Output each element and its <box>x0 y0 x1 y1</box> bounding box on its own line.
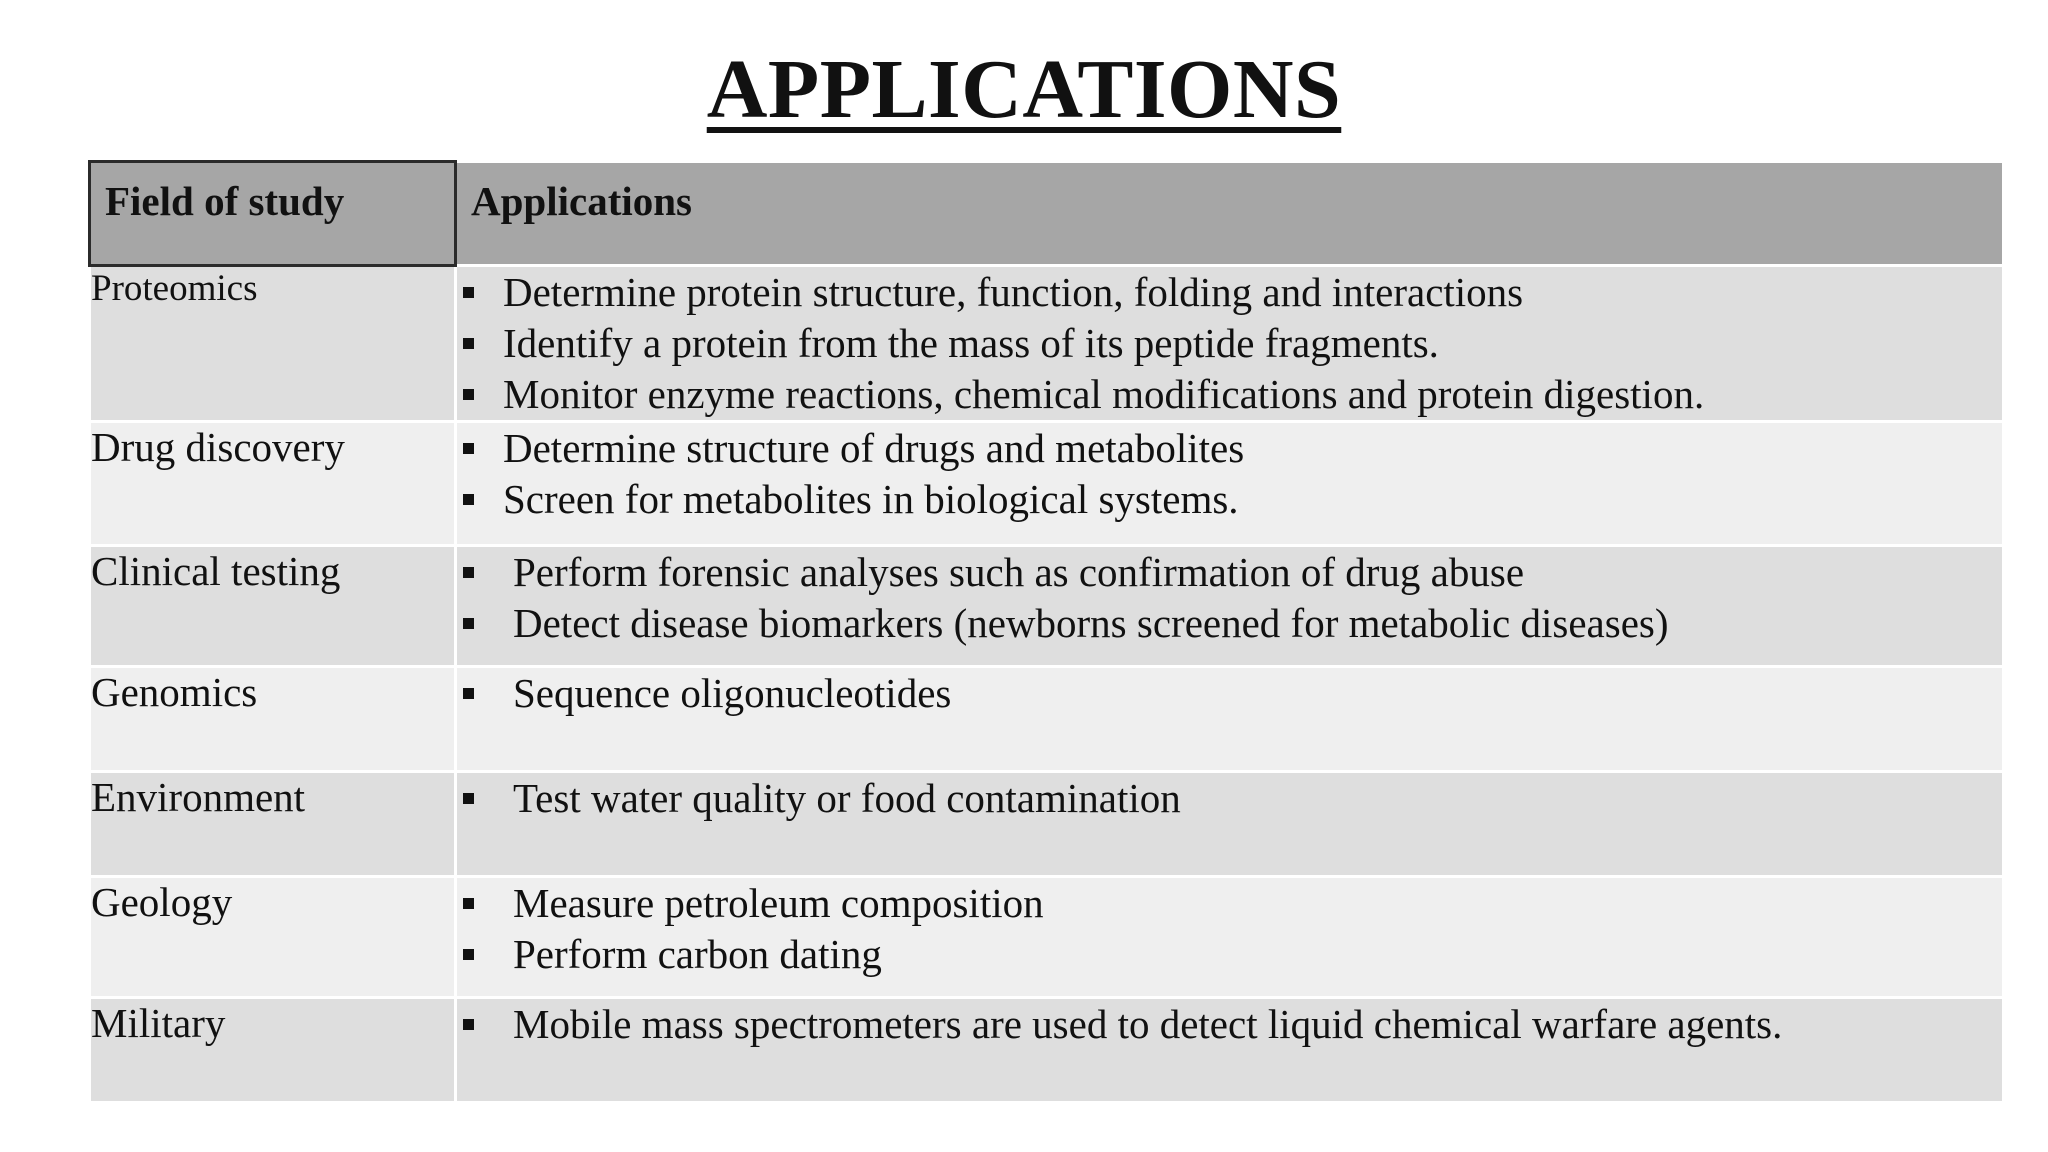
applications-cell <box>456 877 2004 998</box>
applications-cell <box>456 772 2004 877</box>
table-row-genomics <box>90 667 2004 772</box>
square-bullet-icon <box>463 389 474 400</box>
table-row-geology <box>90 877 2004 998</box>
list-item <box>457 267 2002 318</box>
bullet-text: Detect disease biomarkers (newborns screened for metabolic diseases) <box>513 600 1669 646</box>
bullet-text: Sequence oligonucleotides <box>513 670 952 716</box>
list-item <box>457 668 2002 719</box>
list-item <box>457 929 2002 980</box>
bullet-list <box>457 773 2002 824</box>
bullet-text: Monitor enzyme reactions, chemical modifications and protein digestion. <box>503 371 1705 417</box>
list-item <box>457 878 2002 929</box>
bullet-list <box>457 668 2002 719</box>
applications-cell <box>456 998 2004 1103</box>
square-bullet-icon <box>463 949 474 960</box>
field-cell: Proteomics <box>90 266 456 422</box>
table-row-proteomics <box>90 266 2004 422</box>
field-cell: Genomics <box>90 667 456 772</box>
bullet-text: Determine protein structure, function, folding and interactions <box>503 269 1524 315</box>
table-row-drug-discovery <box>90 422 2004 546</box>
list-item <box>457 318 2002 369</box>
square-bullet-icon <box>463 338 474 349</box>
square-bullet-icon <box>463 688 474 699</box>
bullet-list <box>457 999 2002 1050</box>
bullet-text: Identify a protein from the mass of its peptide fragments. <box>503 320 1439 366</box>
list-item <box>457 598 2002 649</box>
bullet-text: Mobile mass spectrometers are used to detect liquid chemical warfare agents. <box>513 1001 1783 1047</box>
field-cell: Drug discovery <box>90 422 456 546</box>
bullet-text: Determine structure of drugs and metabolites <box>503 425 1245 471</box>
square-bullet-icon <box>463 287 474 298</box>
bullet-text: Perform carbon dating <box>513 931 882 977</box>
list-item <box>457 547 2002 598</box>
field-cell: Clinical testing <box>90 546 456 667</box>
slide-title: APPLICATIONS <box>706 43 1342 136</box>
square-bullet-icon <box>463 898 474 909</box>
applications-table <box>88 160 2005 1104</box>
field-cell: Geology <box>90 877 456 998</box>
header-applications: Applications <box>456 162 2004 266</box>
square-bullet-icon <box>463 494 474 505</box>
table-row-military <box>90 998 2004 1103</box>
list-item <box>457 369 2002 420</box>
table-header-row <box>90 162 2004 266</box>
bullet-text: Perform forensic analyses such as confirmation of drug abuse <box>513 549 1525 595</box>
applications-cell <box>456 546 2004 667</box>
table-row-environment <box>90 772 2004 877</box>
square-bullet-icon <box>463 1019 474 1030</box>
applications-cell <box>456 667 2004 772</box>
field-cell: Environment <box>90 772 456 877</box>
applications-cell <box>456 266 2004 422</box>
square-bullet-icon <box>463 793 474 804</box>
square-bullet-icon <box>463 443 474 454</box>
bullet-list <box>457 547 2002 649</box>
table-row-clinical-testing <box>90 546 2004 667</box>
applications-cell <box>456 422 2004 546</box>
list-item <box>457 999 2002 1050</box>
bullet-list <box>457 267 2002 420</box>
bullet-text: Screen for metabolites in biological systems. <box>503 476 1239 522</box>
header-field-of-study: Field of study <box>90 162 456 266</box>
list-item <box>457 474 2002 525</box>
list-item <box>457 423 2002 474</box>
bullet-list <box>457 423 2002 525</box>
bullet-text: Measure petroleum composition <box>513 880 1044 926</box>
square-bullet-icon <box>463 618 474 629</box>
bullet-list <box>457 878 2002 980</box>
list-item <box>457 773 2002 824</box>
square-bullet-icon <box>463 567 474 578</box>
field-cell: Military <box>90 998 456 1103</box>
bullet-text: Test water quality or food contamination <box>513 775 1181 821</box>
